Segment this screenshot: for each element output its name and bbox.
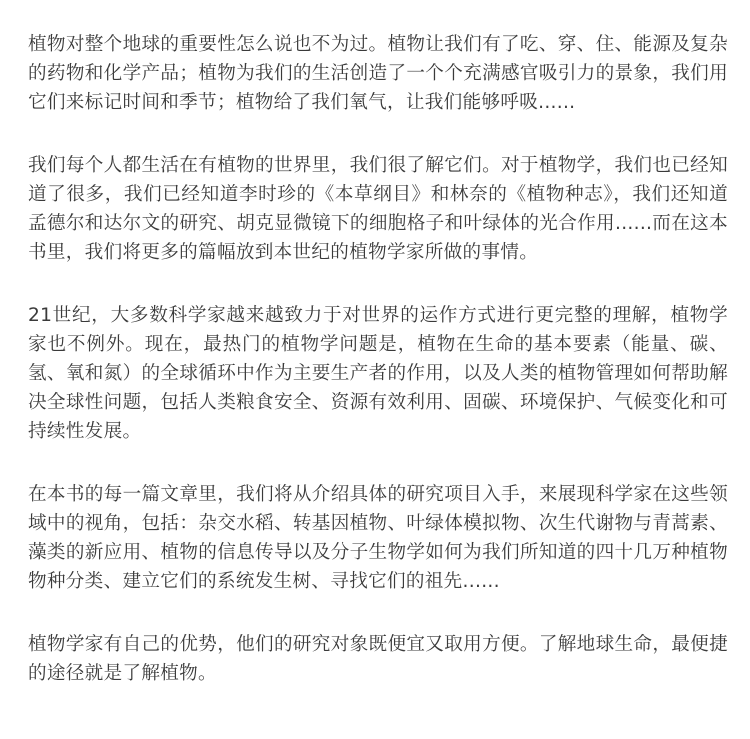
article-body — [28, 30, 728, 688]
paragraph-3: 21世纪，大多数科学家越来越致力于对世界的运作方式进行更完整的理解，植物学家也不例外。现在，最热门的植物学问题是，植物在生命的基本要素（能量、碳、氢、氧和氮）的全球循环中作为主要生产者的作用，以及人类的植物管理如何帮助解决全球性问题，包括人类粮食安全、资源有效利用、固碳、环境保护、气候变化和可持续性发展。 — [28, 305, 728, 442]
paragraph-1: 植物对整个地球的重要性怎么说也不为过。植物让我们有了吃、穿、住、能源及复杂的药物和化学产品；植物为我们的生活创造了一个个充满感官吸引力的景象，我们用它们来标记时间和季节；植物给了我们氧气，让我们能够呼吸...... — [28, 34, 728, 113]
paragraph-4: 在本书的每一篇文章里，我们将从介绍具体的研究项目入手，来展现科学家在这些领域中的视角，包括：杂交水稻、转基因植物、叶绿体模拟物、次生代谢物与青蒿素、藻类的新应用、植物的信息传导以及分子生物学如何为我们所知道的四十几万种植物物种分类、建立它们的系统发生树、寻找它们的祖先...... — [28, 484, 728, 592]
paragraph-2: 我们每个人都生活在有植物的世界里，我们很了解它们。对于植物学，我们也已经知道了很多，我们已经知道李时珍的《本草纲目》和林奈的《植物种志》，我们还知道孟德尔和达尔文的研究、胡克显微镜下的细胞格子和叶绿体的光合作用......而在这本书里，我们将更多的篇幅放到本世纪的植物学家所做的事情。 — [28, 155, 728, 263]
paragraph-5: 植物学家有自己的优势，他们的研究对象既便宜又取用方便。了解地球生命，最便捷的途径就是了解植物。 — [28, 634, 728, 684]
